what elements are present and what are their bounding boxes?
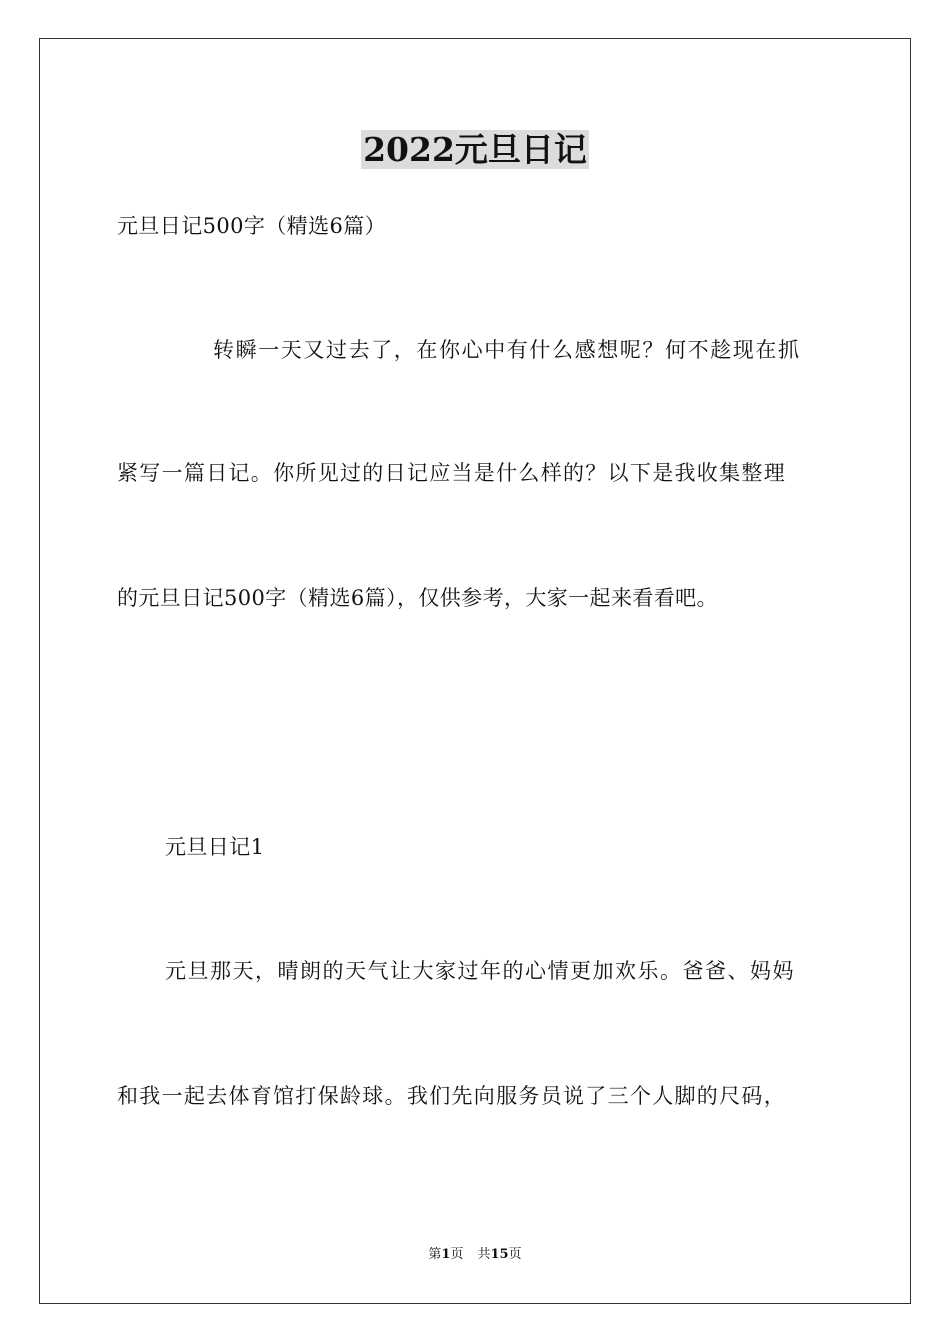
page-footer bbox=[0, 1246, 950, 1264]
footer-page-prefix: 第 bbox=[428, 1247, 442, 1262]
footer-page-number: 1 bbox=[441, 1247, 451, 1262]
section-heading: 元旦日记1 bbox=[165, 835, 265, 859]
intro-line-2: 紧写一篇日记。你所见过的日记应当是什么样的？以下是我收集整理 bbox=[117, 461, 786, 485]
body-line-1: 元旦那天，晴朗的天气让大家过年的心情更加欢乐。爸爸、妈妈 bbox=[165, 959, 795, 983]
intro-line-3: 的元旦日记500字（精选6篇），仅供参考，大家一起来看看吧。 bbox=[117, 586, 718, 610]
intro-line-1: 转瞬一天又过去了，在你心中有什么感想呢？何不趁现在抓 bbox=[213, 338, 801, 362]
footer-total-pages: 15 bbox=[490, 1247, 509, 1262]
subtitle: 元旦日记500字（精选6篇） bbox=[117, 214, 387, 238]
footer-page-suffix: 页 bbox=[450, 1247, 464, 1262]
footer-total-prefix: 共 bbox=[477, 1247, 491, 1262]
document-title bbox=[0, 128, 950, 172]
title-text: 2022元旦日记 bbox=[363, 130, 587, 169]
body-line-2: 和我一起去体育馆打保龄球。我们先向服务员说了三个人脚的尺码， bbox=[117, 1084, 786, 1108]
footer-total-suffix: 页 bbox=[508, 1247, 522, 1262]
